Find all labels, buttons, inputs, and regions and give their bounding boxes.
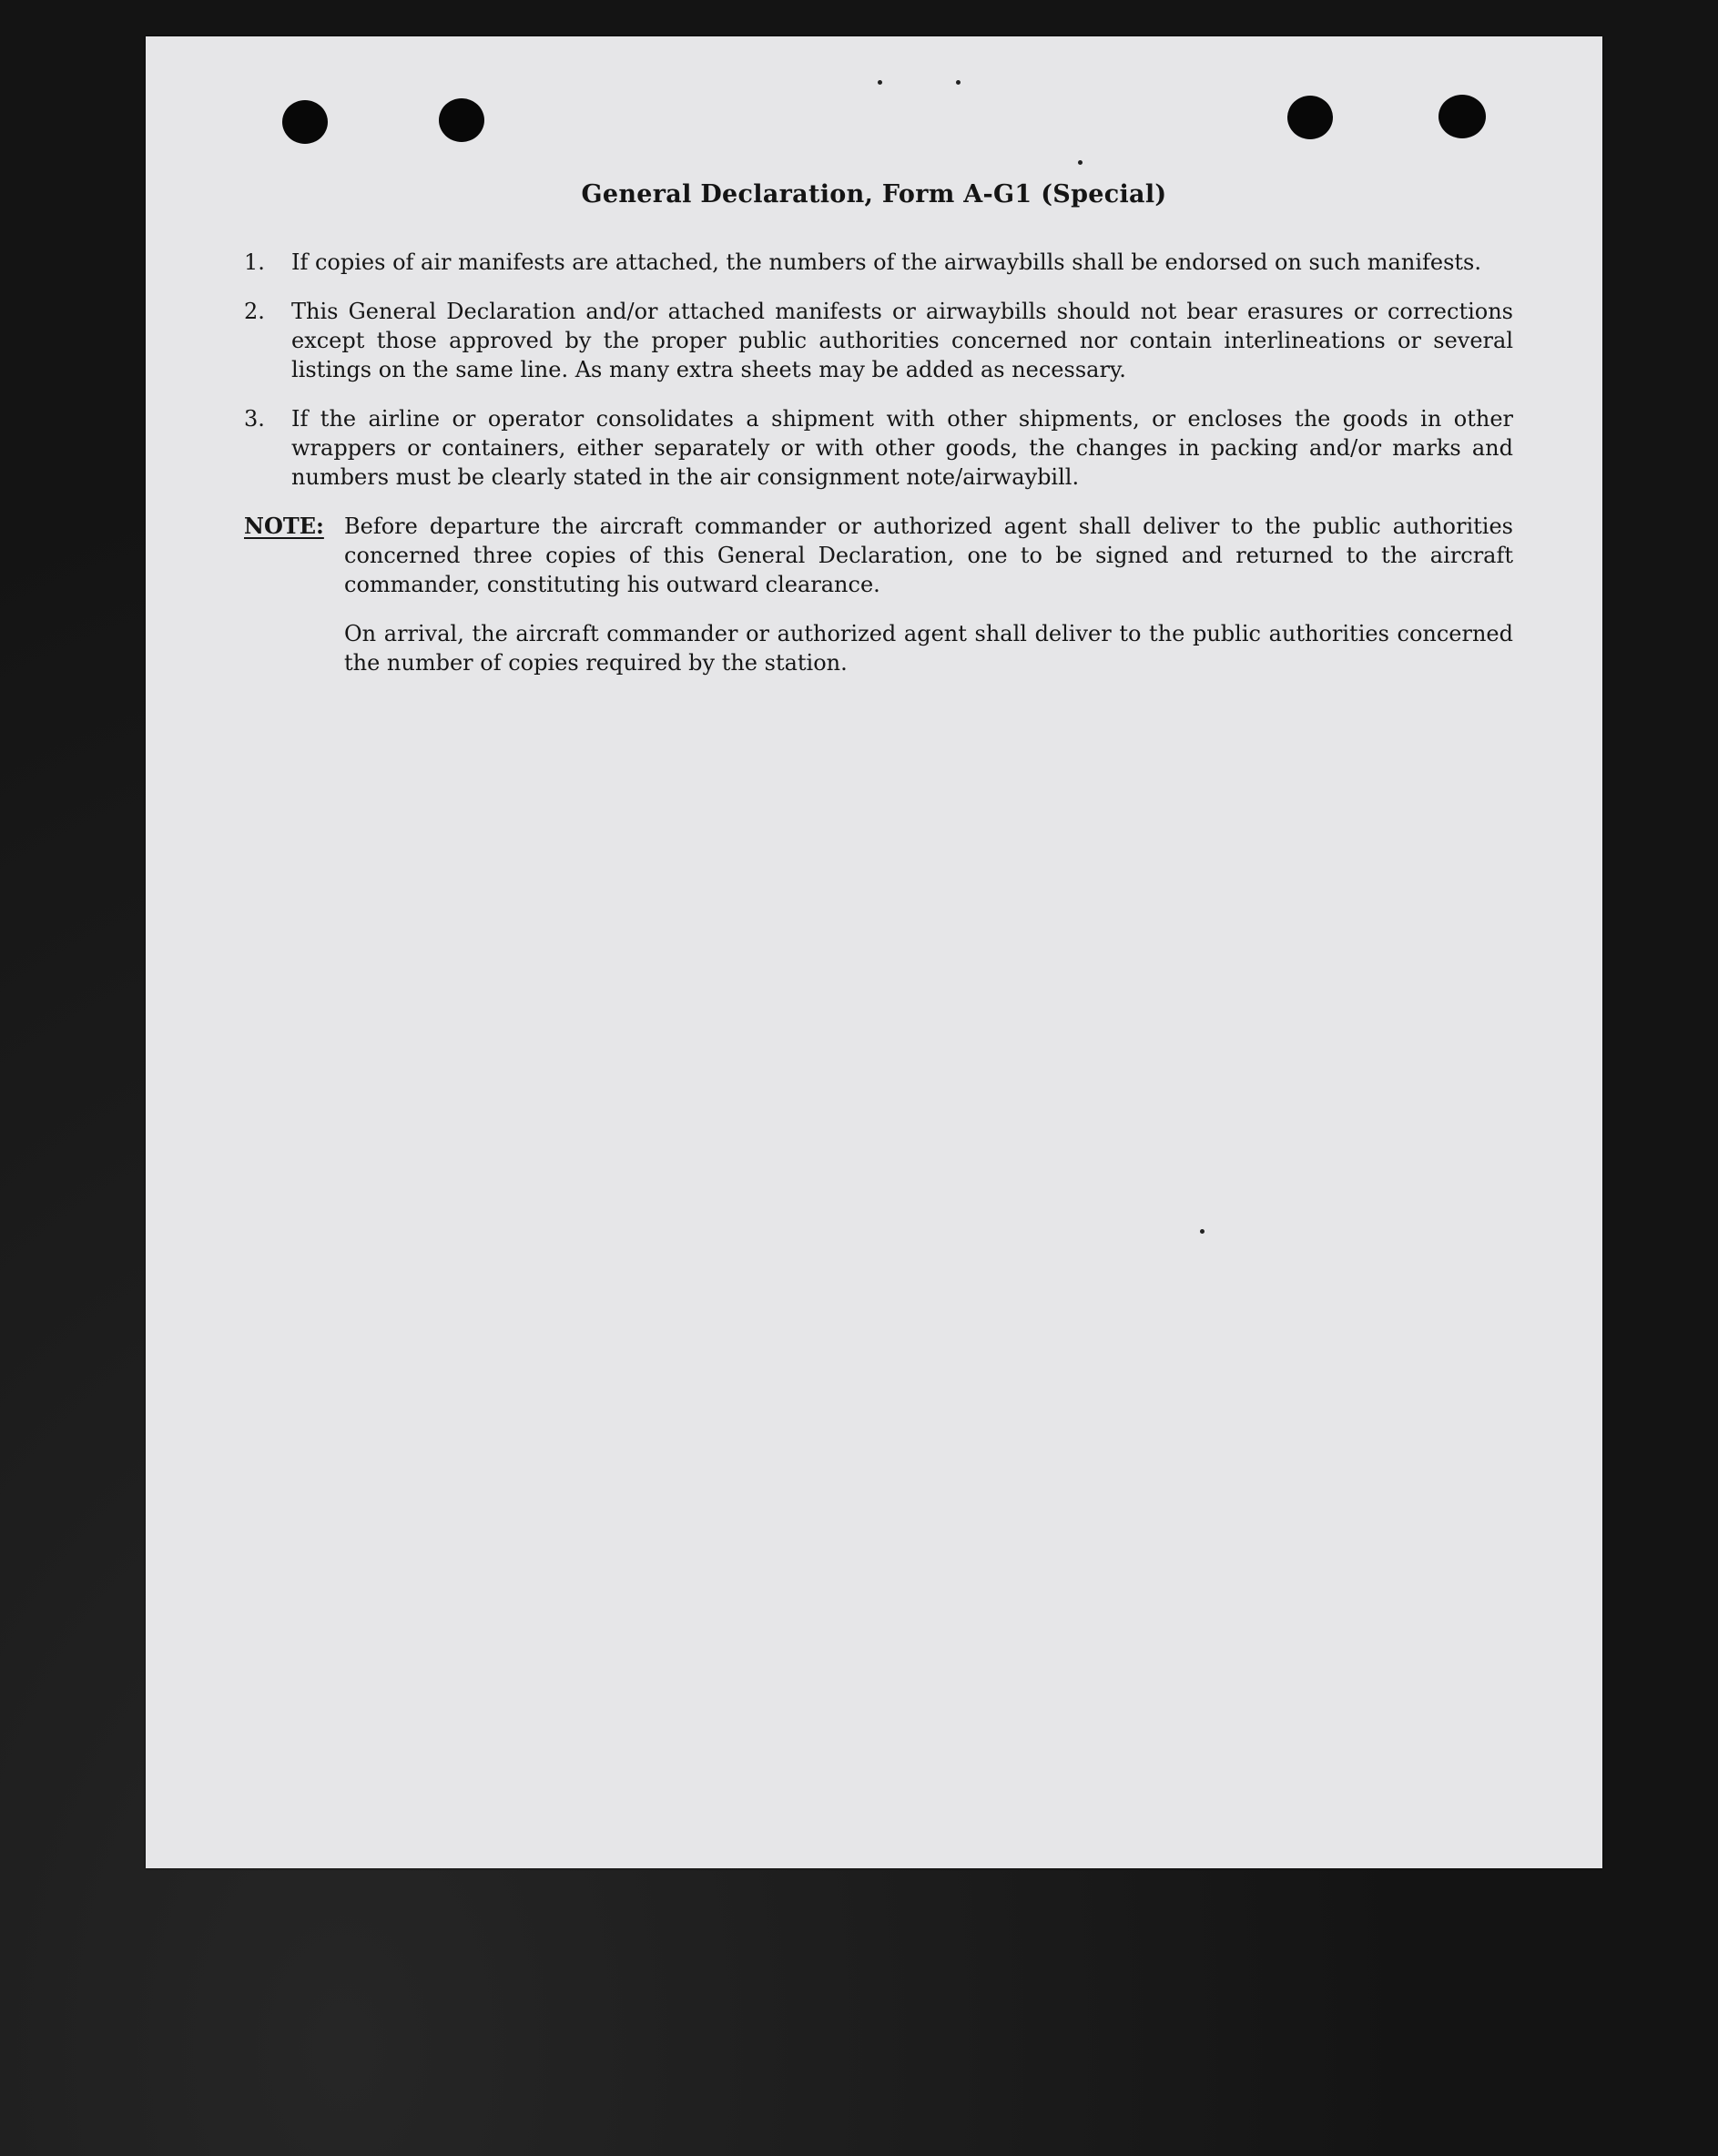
note-paragraph: On arrival, the aircraft commander or authorized agent shall deliver to the public authorities concerned the number of copies required by the station. bbox=[344, 621, 1513, 676]
note-section bbox=[244, 512, 1513, 697]
document-page bbox=[146, 36, 1602, 1868]
item-text: This General Declaration and/or attached manifests or airwaybills should not bear erasures or corrections except those approved by the proper public authorities concerned nor contain interlineations or several listings on the same line. As many extra sheets may be added as necessary. bbox=[291, 299, 1513, 382]
list-item bbox=[244, 248, 1513, 277]
note-paragraph: Before departure the aircraft commander or authorized agent shall deliver to the public authorities concerned three copies of this General Declaration, one to be signed and returned to the aircraft commander, constituting his outward clearance. bbox=[344, 514, 1513, 597]
scan-speck bbox=[1078, 160, 1083, 165]
note-label: NOTE: bbox=[244, 513, 324, 539]
list-item bbox=[244, 297, 1513, 384]
scan-speck bbox=[878, 80, 882, 85]
scan-speck bbox=[956, 80, 961, 85]
note-body bbox=[344, 512, 1513, 697]
item-text: If the airline or operator consolidates a shipment with other shipments, or encloses the goods in other wrappers or containers, either separately or with other goods, the changes in packing and/or marks and numbers must be clearly stated in the air consignment note/airwaybill. bbox=[291, 406, 1513, 490]
document-body bbox=[244, 248, 1513, 697]
item-number: 2. bbox=[244, 299, 265, 324]
item-text: If copies of air manifests are attached, the numbers of the airwaybills shall be endorsed on such manifests. bbox=[291, 249, 1481, 275]
punch-hole bbox=[282, 100, 328, 144]
punch-hole bbox=[439, 98, 484, 142]
punch-hole bbox=[1438, 95, 1486, 138]
document-title: General Declaration, Form A-G1 (Special) bbox=[581, 180, 1167, 208]
item-number: 3. bbox=[244, 406, 265, 432]
punch-hole bbox=[1287, 96, 1333, 139]
list-item bbox=[244, 404, 1513, 492]
item-number: 1. bbox=[244, 249, 265, 275]
scan-speck bbox=[1200, 1229, 1205, 1234]
